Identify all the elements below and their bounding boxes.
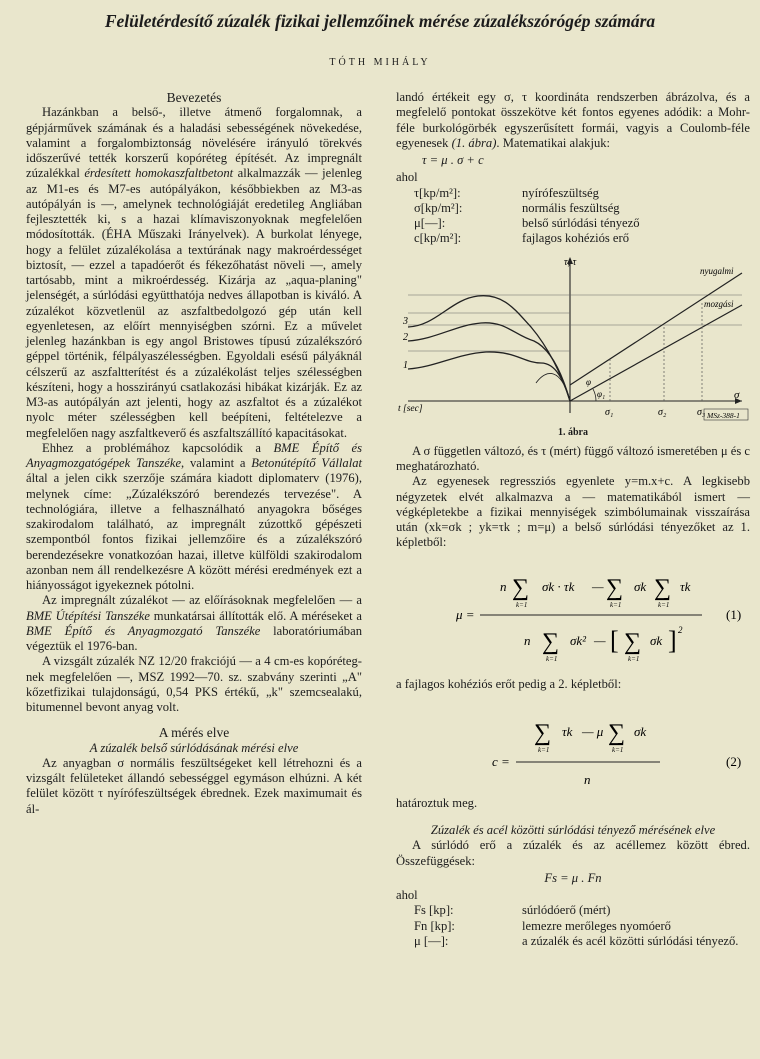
left-column	[26, 90, 362, 817]
angle-phi1: φ₁	[597, 388, 606, 399]
eq1-den-term2: σk	[650, 632, 663, 648]
svg-text:k=1: k=1	[546, 654, 558, 663]
section-heading-principle: A mérés elve	[158, 725, 230, 741]
formula-coulomb: τ = μ . σ + c	[422, 153, 484, 167]
svg-text:]: ]	[668, 625, 677, 655]
paragraph-regression: Az egyenesek regressziós egyenlete y=m.x+c. A legkisebb négyzetek elvét alkalmazva a — matematikából ismert — végképletekbe a fizikai mennyiségek szimbólumainak visszaírása után (xk=σk ; yk=τk ; m=μ) a belső súrlódási tényezőket az 1. képletből:	[396, 474, 750, 550]
definition-row	[414, 934, 738, 949]
paragraph-intro-4: A vizsgált zúzalék NZ 12/20 frakciójú — a 4 cm-es kopórétegnek megfelelően —, MSZ 1992—70. sz. szabvány szerinti „A" kőzetfizikai tulajdonságú, 0,54 PKS értékű, „k" szemcsealakú, bitumennel bevont anyag volt.	[26, 654, 362, 714]
svg-text:∑: ∑	[608, 719, 626, 746]
label-mozgasi: mozgási	[704, 298, 734, 309]
equation-2	[396, 698, 750, 794]
paragraph-intro-3: Az impregnált zúzalékot — az előírásoknak megfelelően — a BME Útépítési Tanszéke munkatársai állították elő. A méréseket a BME Építő és Anyagmozgató Tanszéke laboratóriumában végeztük el 1976-ban.	[26, 593, 362, 653]
curve-label-3: 3	[403, 315, 408, 327]
paragraph-intro-1: Hazánkban a belső-, illetve átmenő forgalomnak, a gépjárművek számának és a haladási sebességének növekedése, valamint a forgalombiztonság növelésére irányuló törekvés időszerűvé tették korszerű kopóréteg építését. Az impregnált zúzalékkal érdesített homokaszfaltbetont alkalmazzák — jelenleg az M1-es és M7-es autópályákon, későbbiekben az M3-as autópályán is —, amelynek technológiáját eredetileg Angliában fejlesztették ki, s a hazai klímaviszonyoknak megfelelően módosították. (ÉHA Műszaki Irányelvek). A burkolat lényege, hogy a felület zúzalékolása a textúrának nagy makroérdességet biztosít, — ezzel a tapadóerőt és fékezőhatást növeli —, amely tartósabb, mint a mikroérdesség. Kizárja az „aqua-planing" jelenségét, a súrlódási együtthatója nedves állapotban is kiváló. A zúzalékot közvetlenül az aszfaltbedolgozó gép után kell egyenletesen, az előírt mennyiségben szórni. Ez a művelet jelenleg hazánkban is egy angol Bristowes típusú zúzalékszóró géppel történik, félpályaszélességben. Egyoldali esésű pályáknál célszerű az aszfaltterítést és a zúzalékolást teljes szélességben készíteni, hogy a hosszirányú csatlakozási hibákat kizárják. Ez az M3-as autópályán azt jelenti, hogy az aszfaltot és a zúzalékot nyolc méter szélességben kell beépíteni, feltételezve a megfelelően nagy aszfaltkeverő és aszfaltszállító kapacitásokat.	[26, 105, 362, 440]
definition-symbol: μ[—]:	[414, 216, 446, 231]
subsection-heading-internal-friction: A zúzalék belső súrlódásának mérési elve	[89, 740, 299, 755]
eq2-number: (2)	[726, 753, 742, 769]
definition-symbol: c[kp/m²]:	[414, 231, 462, 246]
definition-description: normális feszültség	[522, 200, 620, 215]
angle-phi: φ	[586, 376, 591, 387]
eq1-num-term1: σk · τk	[542, 578, 575, 594]
tick-sigma-3: σ₃	[697, 406, 706, 418]
paragraph-cohesion: a fajlagos kohéziós erőt pedig a 2. képletből:	[396, 676, 622, 691]
eq1-lhs: μ =	[456, 606, 475, 622]
definition-description: nyírófeszültség	[522, 185, 599, 200]
definitions-table-2	[414, 903, 738, 949]
svg-text:[: [	[610, 625, 619, 655]
svg-text:k=1: k=1	[658, 600, 670, 609]
definition-symbol: σ[kp/m²]:	[414, 200, 463, 215]
svg-text:k=1: k=1	[610, 600, 622, 609]
svg-text:—: —	[592, 578, 604, 594]
eq1-num-term3: τk	[680, 578, 691, 594]
eq2-lhs: c =	[492, 753, 510, 769]
definition-row	[414, 919, 738, 934]
definition-description: fajlagos kohéziós erő	[522, 231, 630, 246]
eq1-number: (1)	[726, 606, 742, 622]
paragraph-friction-force: A súrlódó erő a zúzalék és az acéllemez között ébred. Összefüggések:	[396, 838, 750, 868]
label-nyugalmi: nyugalmi	[700, 265, 734, 276]
paragraph-coulomb: landó értékeit egy σ, τ koordináta rendszerben ábrázolva, és a megfelelő pontokat összekötve két fontos egyenes adódik: a Mohr-féle burkológörbék egyszerűsített formái, vagyis a Coulomb-féle egyenesek (1. ábra). Matematikai alakjuk:	[396, 90, 750, 150]
definition-row	[414, 201, 640, 216]
definitions-table-1	[414, 186, 640, 247]
svg-text:∑: ∑	[606, 574, 624, 601]
curve-2	[408, 322, 570, 400]
definition-row	[414, 903, 738, 918]
line-nyugalmi	[570, 273, 742, 385]
svg-text:k=1: k=1	[628, 654, 640, 663]
definition-symbol: Fn [kp]:	[414, 918, 455, 933]
definition-symbol: τ[kp/m²]:	[414, 185, 461, 200]
svg-text:k=1: k=1	[612, 745, 624, 754]
section-heading-intro: Bevezetés	[166, 90, 222, 105]
eq1-k-label: k=1	[516, 600, 528, 609]
eq2-num-term2: σk	[634, 723, 647, 739]
eq2-denominator: n	[584, 771, 591, 787]
curve-1	[408, 352, 570, 401]
paragraph-variables: A σ független változó, és τ (mért) függő változó ismeretében μ és c meghatározható.	[396, 443, 750, 474]
axis-label-sigma: σ	[734, 388, 740, 401]
svg-text:k=1: k=1	[538, 745, 550, 754]
line-mozgasi	[570, 305, 742, 401]
label-ahol-2: ahol	[396, 888, 418, 903]
definition-description: súrlódóerő (mért)	[522, 903, 611, 918]
curve-label-2: 2	[403, 331, 408, 343]
svg-text:∑: ∑	[512, 574, 530, 601]
eq1-den-term1: σk²	[570, 632, 587, 648]
paragraph-intro-2: Ehhez a problémához kapcsolódik a BME Építő és Anyagmozgatógépek Tanszéke, valamint a Betonútépítő Vállalat által a jelen cikk szerzője számára kiadott diplomaterv (1976), melynek címe: „Zúzalékszóró berendezés tervezése". A technológiára, illetve a felhasználható anyagokra bőséges szakirodalom található, az impregnált zúzottkő gépészeti szempontból fontos fizikai jellemzőire és a zúzalékszóró berendezésekre vonatkozóan hazai, illetve külföldi szakirodalom azonban nem áll rendelkezésre A között mérési eredmények ezt a hiányosságot igyekeznek pótolni.	[26, 440, 362, 592]
axis-label-time: t [sec]	[398, 403, 423, 414]
definition-row	[414, 216, 640, 231]
svg-text:∑: ∑	[654, 574, 672, 601]
svg-text:—: —	[594, 632, 606, 648]
figure-code: MSz-388-1	[707, 410, 740, 420]
definition-description: lemezre merőleges nyomóerő	[522, 918, 671, 933]
definition-description: belső súrlódási tényező	[522, 216, 640, 231]
tick-sigma-1: σ₁	[605, 406, 614, 418]
tick-sigma-2: σ₂	[658, 406, 667, 418]
svg-text:2: 2	[678, 624, 683, 635]
subsection-heading-steel-friction: Zúzalék és acél közötti súrlódási tényező mérésének elve	[430, 823, 716, 838]
definition-symbol: μ [—]:	[414, 934, 449, 949]
author-name: TÓTH MIHÁLY	[329, 57, 431, 68]
figure-1-diagram	[396, 251, 750, 423]
definition-row	[414, 231, 640, 246]
eq1-num-term2: σk	[634, 578, 647, 594]
right-column	[396, 90, 750, 949]
eq1-n-num: n	[500, 578, 507, 594]
label-ahol-1: ahol	[396, 170, 418, 185]
paragraph-principle-1: Az anyagban σ normális feszültségeket kell létrehozni és a vizsgált felületeket állandó sebességgel egymáson elhúzni. A két felület között τ nyírófeszültségek ébrednek. Ezek maximumait és ál-	[26, 755, 362, 816]
svg-text:∑: ∑	[534, 719, 552, 746]
paragraph-determined: határoztuk meg.	[396, 795, 478, 810]
equation-1	[396, 557, 750, 675]
curve-label-1: 1	[403, 359, 408, 371]
figure-caption: 1. ábra	[558, 426, 588, 438]
svg-text:∑: ∑	[624, 628, 642, 655]
eq2-mu: — μ	[582, 723, 604, 739]
eq2-num-term1: τk	[562, 723, 573, 739]
definition-description: a zúzalék és acél közötti súrlódási tényező.	[522, 934, 739, 949]
formula-friction: Fs = μ . Fn	[544, 870, 602, 885]
article-title: Felületérdesítő zúzalék fizikai jellemzőinek mérése zúzalékszórógép számára	[104, 11, 656, 31]
axis-label-tau: τ, τ	[564, 256, 577, 268]
svg-text:∑: ∑	[542, 628, 560, 655]
definition-row	[414, 186, 640, 201]
curve-3	[408, 295, 570, 400]
eq1-n-den: n	[524, 632, 531, 648]
definition-symbol: Fs [kp]:	[414, 903, 454, 918]
